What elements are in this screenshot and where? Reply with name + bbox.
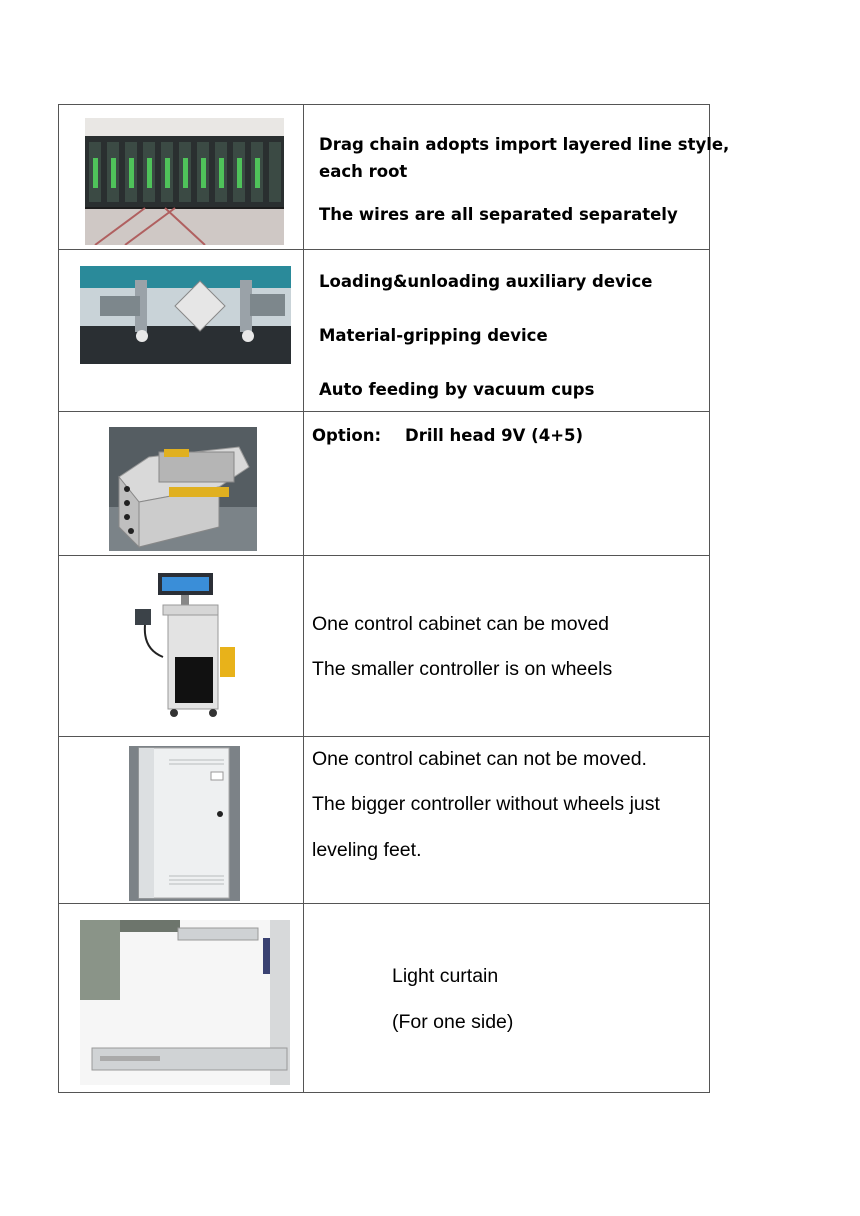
description-line: Material-gripping device: [319, 326, 548, 345]
description-line: One control cabinet can not be moved.: [312, 748, 647, 770]
image-cell: [59, 737, 304, 904]
image-cell: [59, 556, 304, 737]
light-curtain-photo-icon: [80, 920, 290, 1085]
spec-table: [58, 104, 730, 1093]
table-row: [59, 412, 710, 556]
table-row: [59, 105, 710, 250]
fixed-control-cabinet-photo-icon: [129, 746, 240, 901]
table-row: [59, 737, 710, 904]
option-value: Drill head 9V (4+5): [405, 426, 584, 445]
image-cell: [59, 105, 304, 250]
description-line: Drag chain adopts import layered line style,: [319, 135, 730, 154]
option-label: Option:: [312, 426, 382, 445]
description-cell: [304, 250, 710, 412]
description-line: The smaller controller is on wheels: [312, 658, 613, 680]
description-line: The wires are all separated separately: [319, 205, 678, 224]
image-cell: [59, 904, 304, 1093]
table-row: [59, 250, 710, 412]
description-cell: [304, 737, 710, 904]
loading-device-photo-icon: [80, 266, 291, 364]
drag-chain-photo-icon: [85, 118, 284, 245]
description-line: Auto feeding by vacuum cups: [319, 380, 595, 399]
movable-control-cabinet-photo-icon: [133, 569, 237, 719]
description-line: Light curtain: [392, 965, 499, 987]
description-line: The bigger controller without wheels just: [312, 793, 660, 815]
description-line: (For one side): [392, 1011, 514, 1033]
drill-head-render-icon: [109, 427, 257, 551]
description-cell: [304, 556, 710, 737]
description-line: each root: [319, 162, 408, 181]
description-cell: [304, 105, 730, 250]
table-row: [59, 556, 710, 737]
image-cell: [59, 412, 304, 556]
image-cell: [59, 250, 304, 412]
table-row: [59, 904, 710, 1093]
description-line: One control cabinet can be moved: [312, 613, 610, 635]
description-cell: [304, 904, 710, 1093]
description-line: Loading&unloading auxiliary device: [319, 272, 653, 291]
description-line: leveling feet.: [312, 839, 422, 861]
description-cell: [304, 412, 710, 556]
